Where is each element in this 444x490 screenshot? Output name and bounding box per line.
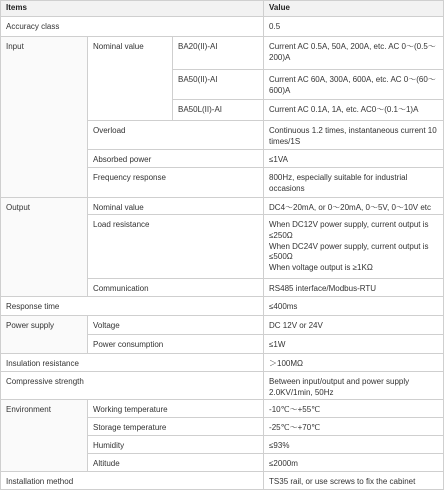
row-value: ＞100MΩ bbox=[264, 354, 444, 372]
row-value: RS485 interface/Modbus-RTU bbox=[264, 279, 444, 297]
table-row bbox=[1, 372, 444, 400]
table-row bbox=[1, 198, 444, 215]
sub-label: Nominal value bbox=[88, 198, 264, 215]
row-value bbox=[264, 215, 444, 279]
load-line: When DC12V power supply, current output is ≤250Ω bbox=[269, 220, 429, 240]
row-value: ≤400ms bbox=[264, 297, 444, 316]
table-row bbox=[1, 400, 444, 418]
row-label: Environment bbox=[1, 400, 88, 472]
sub-label: Voltage bbox=[88, 316, 264, 335]
row-value: -10℃～+55℃ bbox=[264, 400, 444, 418]
header-value: Value bbox=[264, 1, 444, 17]
sub-label: Absorbed power bbox=[88, 150, 264, 168]
sub-label: Humidity bbox=[88, 436, 264, 454]
sub-label: Frequency response bbox=[88, 168, 264, 198]
row-value: Current AC 0.1A, 1A, etc. AC0～(0.1～1)A bbox=[264, 100, 444, 121]
load-line: When voltage output is ≥1KΩ bbox=[269, 263, 373, 273]
table-row bbox=[1, 354, 444, 372]
row-label: Insulation resistance bbox=[1, 354, 264, 372]
row-value: Current AC 60A, 300A, 600A, etc. AC 0～(60～600)A bbox=[264, 70, 444, 100]
row-value: Current AC 0.5A, 50A, 200A, etc. AC 0～(0.5～200)A bbox=[264, 37, 444, 70]
row-label: Input bbox=[1, 37, 88, 198]
sub-label: Power consumption bbox=[88, 335, 264, 354]
row-label: Installation method bbox=[1, 472, 264, 490]
row-value: ≤1W bbox=[264, 335, 444, 354]
row-label: Power supply bbox=[1, 316, 88, 354]
model-label: BA20(II)-AI bbox=[173, 37, 264, 70]
table-header-row bbox=[1, 1, 444, 17]
row-value: 0.5 bbox=[264, 17, 444, 37]
model-label: BA50L(II)-AI bbox=[173, 100, 264, 121]
row-label: Output bbox=[1, 198, 88, 297]
table-row bbox=[1, 316, 444, 335]
sub-label: Overload bbox=[88, 121, 264, 150]
row-label: Accuracy class bbox=[1, 17, 264, 37]
table-row bbox=[1, 472, 444, 490]
sub-label: Communication bbox=[88, 279, 264, 297]
model-label: BA50(II)-AI bbox=[173, 70, 264, 100]
header-items: Items bbox=[1, 1, 264, 17]
row-value: Continuous 1.2 times, instantaneous current 10 times/1S bbox=[264, 121, 444, 150]
row-value: ≤2000m bbox=[264, 454, 444, 472]
row-label: Response time bbox=[1, 297, 264, 316]
row-value: ≤1VA bbox=[264, 150, 444, 168]
row-value: ≤93% bbox=[264, 436, 444, 454]
sub-label: Storage temperature bbox=[88, 418, 264, 436]
row-value: TS35 rail, or use screws to fix the cabinet bbox=[264, 472, 444, 490]
sub-label: Load resistance bbox=[88, 215, 264, 279]
table-row bbox=[1, 37, 444, 70]
sub-label: Nominal value bbox=[88, 37, 173, 121]
sub-label: Working temperature bbox=[88, 400, 264, 418]
row-value: -25℃～+70℃ bbox=[264, 418, 444, 436]
row-value: 800Hz, especially suitable for industrial occasions bbox=[264, 168, 444, 198]
load-line: When DC24V power supply, current output is ≤500Ω bbox=[269, 241, 429, 262]
table-row bbox=[1, 297, 444, 316]
table-row bbox=[1, 17, 444, 37]
sub-label: Altitude bbox=[88, 454, 264, 472]
row-value: DC 12V or 24V bbox=[264, 316, 444, 335]
row-value: Between input/output and power supply 2.0KV/1min, 50Hz bbox=[264, 372, 444, 400]
row-label: Compressive strength bbox=[1, 372, 264, 400]
row-value: DC4～20mA, or 0～20mA, 0～5V, 0～10V etc bbox=[264, 198, 444, 215]
